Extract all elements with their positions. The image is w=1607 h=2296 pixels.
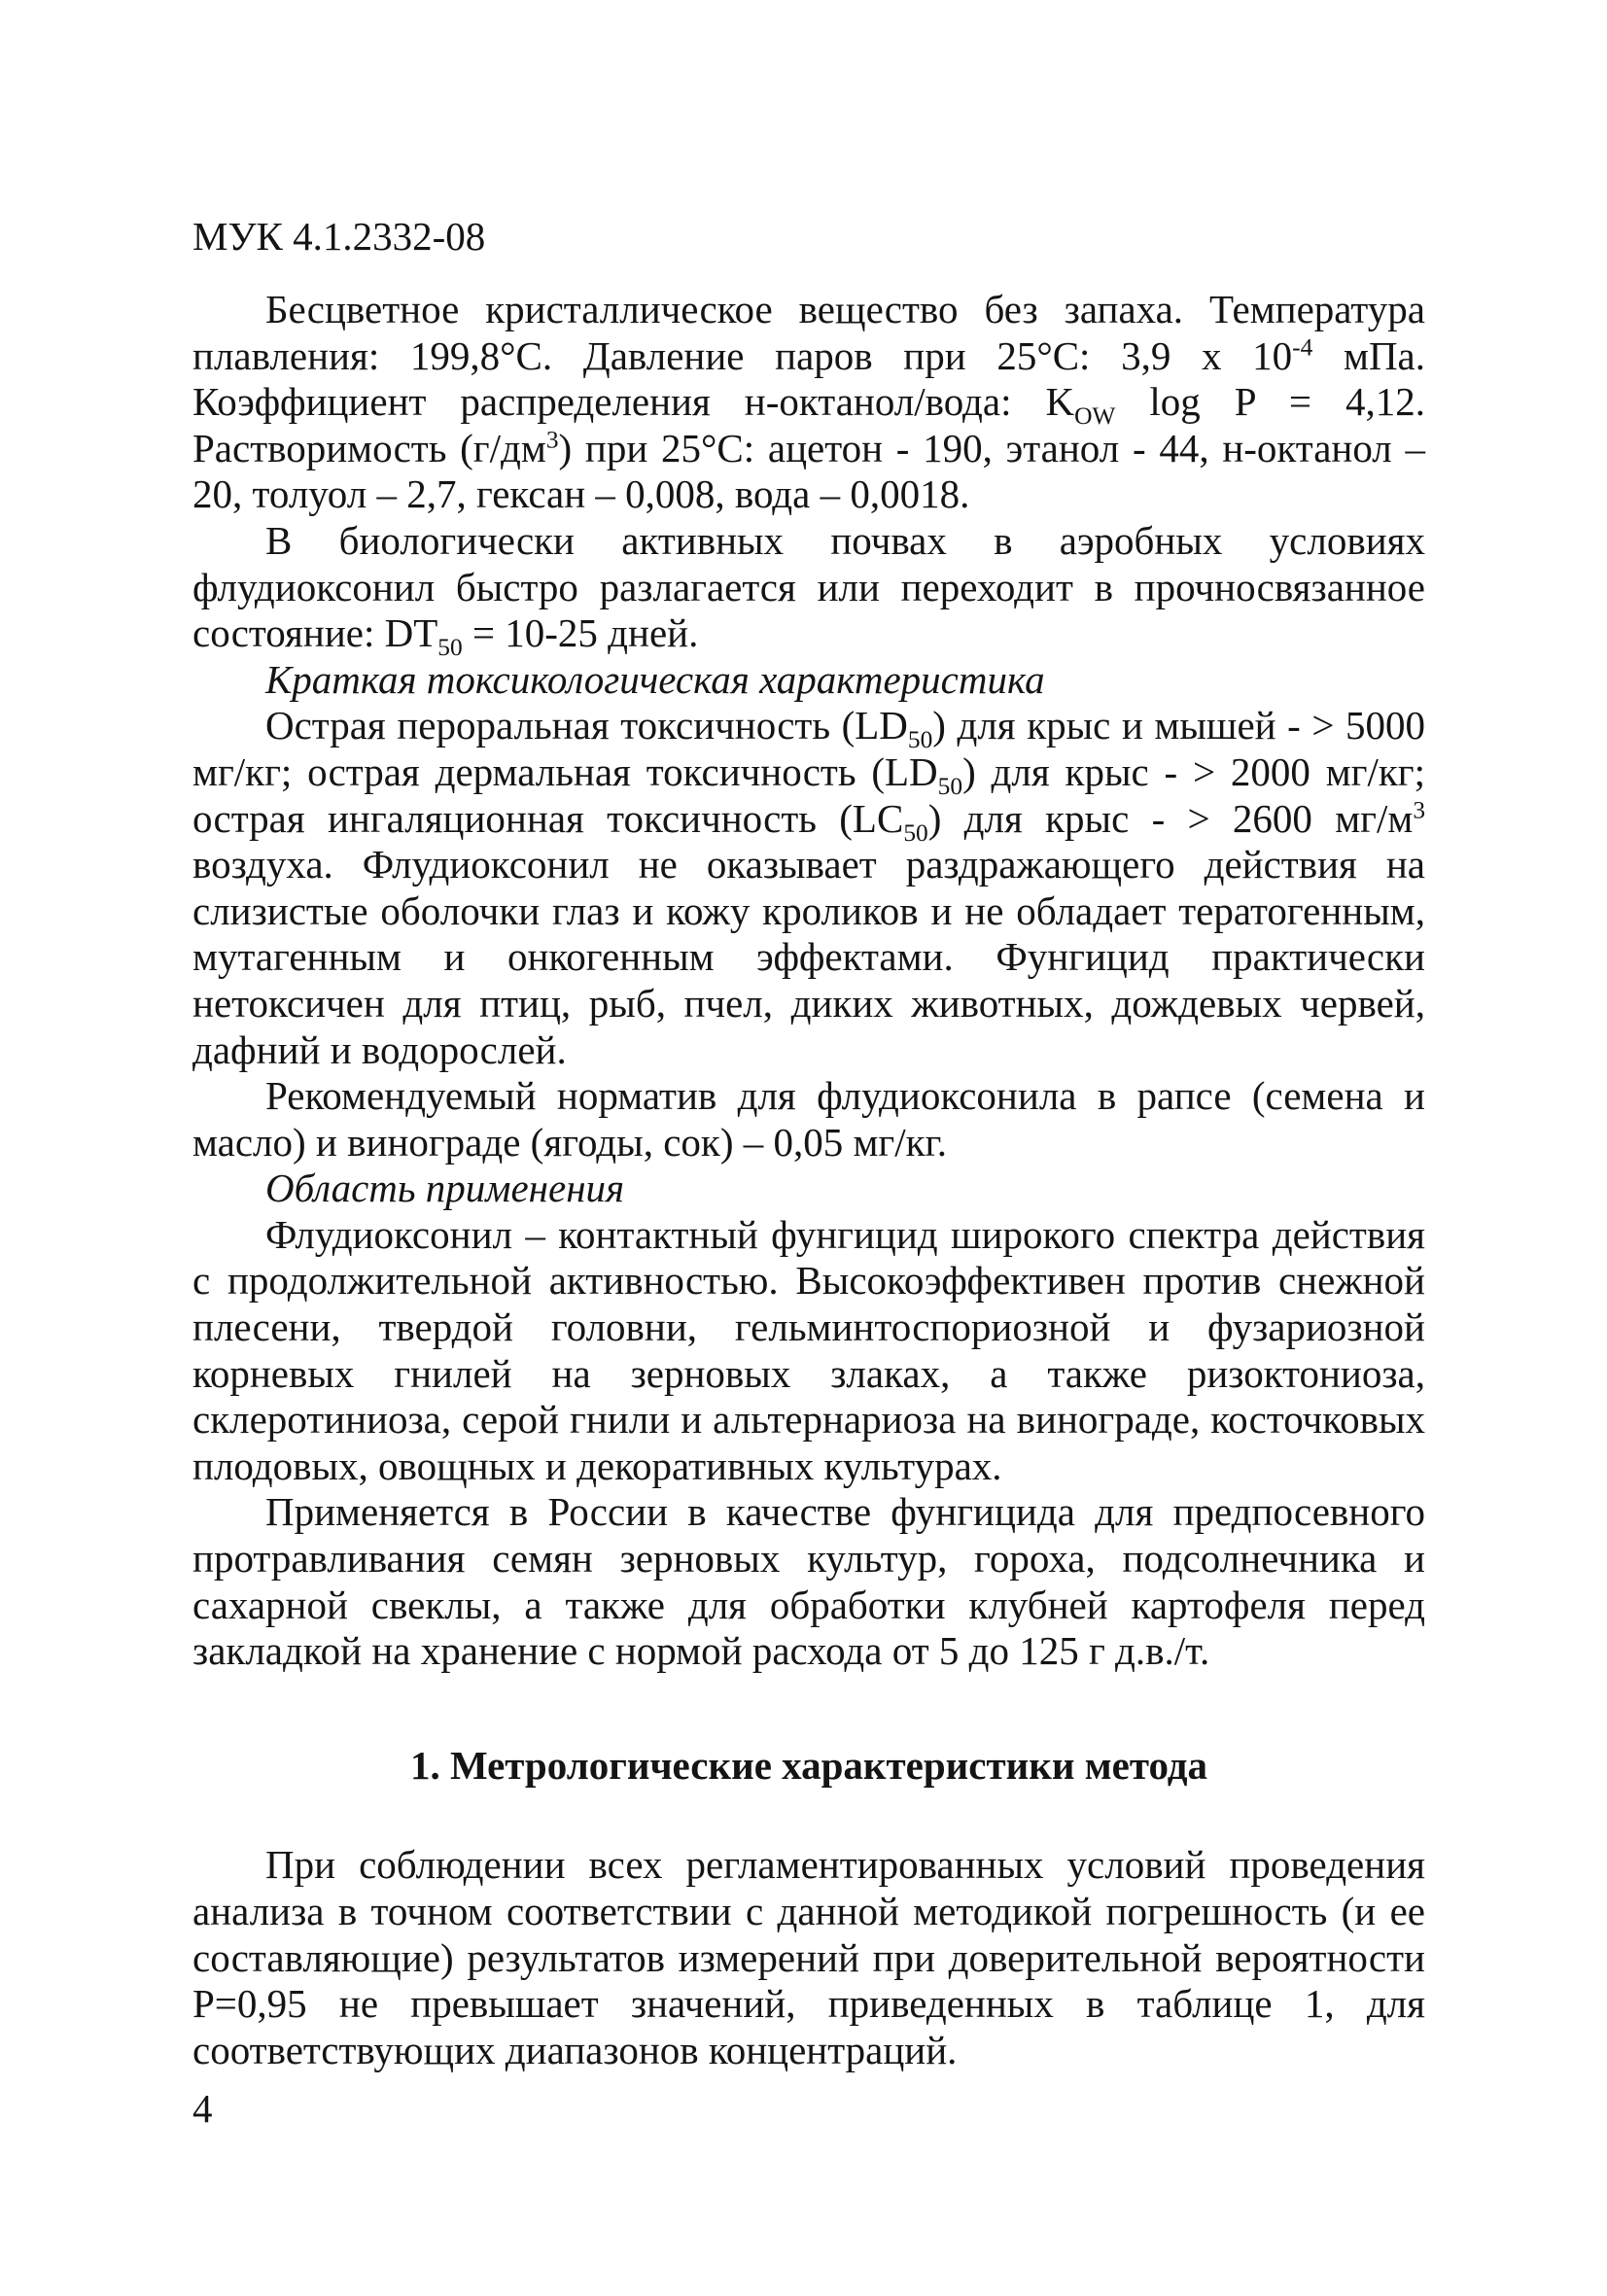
document-code: МУК 4.1.2332-08 bbox=[192, 214, 486, 259]
page-number: 4 bbox=[192, 2086, 213, 2131]
application-heading: Область применения bbox=[265, 1165, 625, 1211]
properties-subscript-ow: OW bbox=[1074, 402, 1116, 431]
properties-superscript-1: -4 bbox=[1292, 332, 1313, 361]
properties-text-3: log P = 4,12. Растворимость (г/дм bbox=[192, 379, 1426, 470]
document-body bbox=[192, 287, 1425, 2073]
toxicology-superscript: 3 bbox=[1413, 795, 1426, 823]
degradation-text-2: = 10-25 дней. bbox=[462, 610, 699, 656]
properties-paragraph bbox=[192, 287, 1425, 518]
section-1-paragraph: При соблюдении всех регламентированных условий проведения анализа в точном соответствии с данной методикой погрешность (и ее составляющие) результатов измерений при доверительной вероятности Р=0,95 не превышает значений, приведенных в таблице 1, для соответствующих диапазонов концентраций. bbox=[192, 1842, 1425, 2072]
toxicology-subscript-3: 50 bbox=[903, 818, 928, 847]
properties-text-2: мПа. Коэффициент распределения н-октанол/вода: K bbox=[192, 332, 1425, 425]
toxicology-text-5: воздуха. Флудиоксонил не оказывает раздражающего действия на слизистые оболочки глаз и кожу кроликов и не обладает тератогенным, мутагенным и онкогенным эффектами. Фунгицид практически нетоксичен для птиц, рыб, пчел, диких животных, дождевых червей, дафний и водорослей. bbox=[192, 842, 1425, 1072]
properties-superscript-2: 3 bbox=[545, 426, 559, 454]
application-paragraph-1: Флудиоксонил – контактный фунгицид широкого спектра действия с продолжительной активностью. Высокоэффективен против снежной плесени, твердой головни, гельминтоспориозной и фузариозной корневых гнилей на зерновых злаках, а также ризоктониоза, склеротиниоза, серой гнили и альтернариоза на винограде, косточковых плодовых, овощных и декоративных культурах. bbox=[192, 1211, 1425, 1488]
degradation-subscript: 50 bbox=[437, 634, 463, 662]
toxicology-subscript-1: 50 bbox=[907, 726, 933, 754]
degradation-text-1: В биологически активных почвах в аэробных условиях флудиоксонил быстро разлагается или переходит в прочносвязанное состояние: DT bbox=[192, 517, 1425, 656]
toxicology-text-3: ) для крыс - > 2000 мг/кг; острая ингаляционная токсичность (LC bbox=[192, 748, 1425, 841]
properties-text-4: ) при 25°С: ацетон - 190, этанол - 44, н-октанол – 20, толуол – 2,7, гексан – 0,008, вода – 0,0018. bbox=[192, 425, 1426, 517]
toxicology-paragraph bbox=[192, 703, 1425, 1073]
toxicology-text-2: ) для крыс и мышей - > 5000 мг/кг; острая дермальная токсичность (LD bbox=[192, 703, 1425, 794]
toxicology-text-4: ) для крыс - > 2600 мг/м bbox=[927, 795, 1414, 841]
application-paragraph-2: Применяется в России в качестве фунгицида для предпосевного протравливания семян зерновых культур, гороха, подсолнечника и сахарной свеклы, а также для обработки клубней картофеля перед закладкой на хранение с нормой расхода от 5 до 125 г д.в./т. bbox=[192, 1489, 1425, 1674]
norm-paragraph: Рекомендуемый норматив для флудиоксонила в рапсе (семена и масло) и винограде (ягоды, сок) – 0,05 мг/кг. bbox=[192, 1073, 1425, 1165]
toxicology-text-1: Острая пероральная токсичность (LD bbox=[265, 703, 908, 748]
toxicology-subscript-2: 50 bbox=[937, 773, 963, 801]
document-page bbox=[192, 0, 1425, 2296]
degradation-paragraph bbox=[192, 517, 1425, 662]
properties-text-1: Бесцветное кристаллическое вещество без запаха. Температура плавления: 199,8°С. Давление паров при 25°С: 3,9 х 10 bbox=[192, 287, 1425, 378]
section-1-heading: 1. Метрологические характеристики метода bbox=[409, 1742, 1208, 1788]
toxicology-heading: Краткая токсикологическая характеристика bbox=[265, 656, 1045, 702]
